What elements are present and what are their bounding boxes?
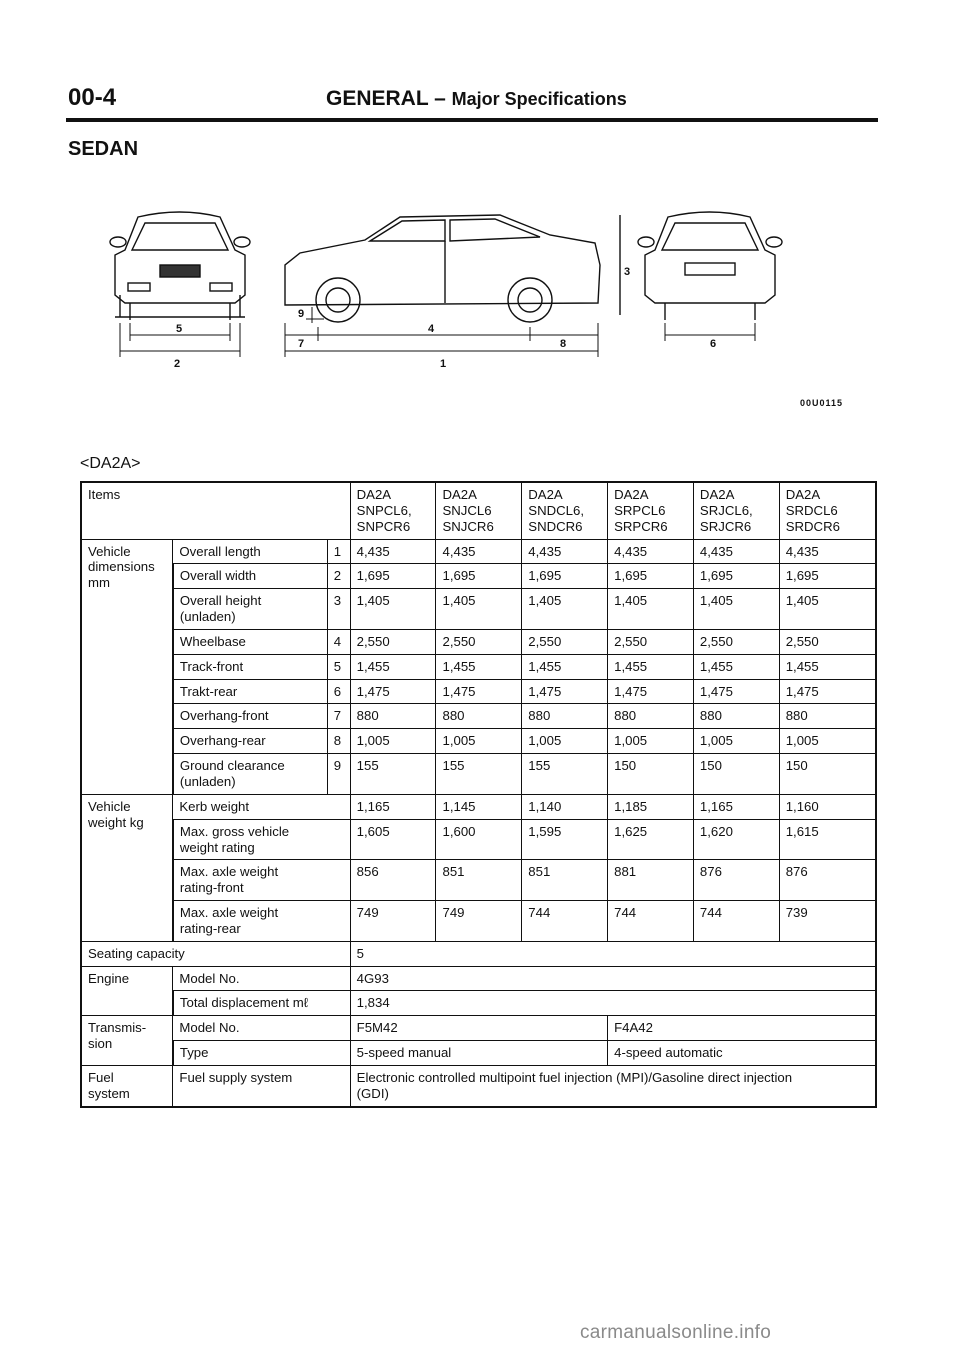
cell-value: 1,405 [522, 589, 608, 630]
cell-value: 1,005 [436, 729, 522, 754]
header-items: Items [81, 482, 350, 539]
cell-value: 851 [436, 860, 522, 901]
header-rule [66, 118, 878, 122]
cell-value: 1,475 [608, 679, 694, 704]
row-label: Overall width [173, 564, 327, 589]
side-view-drawing [285, 215, 620, 322]
dimension-label-8: 8 [560, 338, 567, 350]
cell-value: 1,165 [350, 794, 436, 819]
row-label: Model No. [173, 1016, 350, 1041]
cell-value: 744 [608, 901, 694, 942]
cell-value: 4,435 [608, 539, 694, 564]
cell-value: 1,405 [693, 589, 779, 630]
front-view-drawing [110, 212, 250, 320]
cell-value: 1,185 [608, 794, 694, 819]
row-label: Ground clearance (unladen) [173, 754, 327, 795]
group-transmission: Transmis- sion [81, 1016, 173, 1066]
cell-value: 2,550 [779, 629, 876, 654]
figure-code: 00U0115 [800, 398, 844, 408]
title-subtitle: Major Specifications [451, 89, 627, 109]
cell-value: 880 [522, 704, 608, 729]
cell-value: 4,435 [779, 539, 876, 564]
cell-value: 876 [779, 860, 876, 901]
cell-value: 1,620 [693, 819, 779, 860]
table-caption: <DA2A> [80, 455, 141, 472]
cell-value: 1,695 [693, 564, 779, 589]
row-label: Overall height (unladen) [173, 589, 327, 630]
cell-value: 1,615 [779, 819, 876, 860]
group-vehicle-dimensions: Vehicle dimensions mm [81, 539, 173, 794]
cell-value: 1,405 [436, 589, 522, 630]
cell-value: 744 [522, 901, 608, 942]
header-model-3: DA2A SNDCL6, SNDCR6 [522, 482, 608, 539]
row-label: Type [173, 1041, 350, 1066]
cell-value: 155 [350, 754, 436, 795]
cell-value: 4,435 [693, 539, 779, 564]
cell-value: 1,475 [693, 679, 779, 704]
cell-value: 1,455 [436, 654, 522, 679]
cell-value: 1,455 [350, 654, 436, 679]
row-number: 4 [327, 629, 350, 654]
title-main: GENERAL [326, 87, 429, 110]
row-number: 8 [327, 729, 350, 754]
dimension-label-7: 7 [298, 338, 305, 350]
row-label: Max. axle weight rating-front [173, 860, 350, 901]
cell-value: 150 [693, 754, 779, 795]
table-row [81, 729, 876, 754]
cell-value: 2,550 [436, 629, 522, 654]
dimension-label-1: 1 [440, 358, 447, 370]
table-row [81, 819, 876, 860]
cell-value: 1,695 [350, 564, 436, 589]
table-row [81, 991, 876, 1016]
dimension-label-3: 3 [624, 266, 631, 278]
table-row [81, 1041, 876, 1066]
cell-value: 880 [436, 704, 522, 729]
watermark: carmanualsonline.info [580, 1322, 772, 1343]
dimension-label-4: 4 [428, 323, 435, 335]
seating-capacity-label: Seating capacity [81, 941, 350, 966]
row-number: 3 [327, 589, 350, 630]
row-label: Overall length [173, 539, 327, 564]
cell-value: 1,405 [779, 589, 876, 630]
cell-value: 1,455 [693, 654, 779, 679]
cell-value: 1,405 [608, 589, 694, 630]
group-fuel-system: Fuel system [81, 1065, 173, 1106]
cell-value: 1,005 [608, 729, 694, 754]
group-vehicle-weight: Vehicle weight kg [81, 794, 173, 941]
cell-value: 155 [436, 754, 522, 795]
header-model-5: DA2A SRJCL6, SRJCR6 [693, 482, 779, 539]
cell-value: 1,160 [779, 794, 876, 819]
table-row [81, 1016, 876, 1041]
seating-capacity-value: 5 [350, 941, 876, 966]
cell-value: 1,595 [522, 819, 608, 860]
table-row [81, 754, 876, 795]
row-label: Track-front [173, 654, 327, 679]
cell-value: 739 [779, 901, 876, 942]
row-label: Model No. [173, 966, 350, 991]
header-model-6: DA2A SRDCL6 SRDCR6 [779, 482, 876, 539]
cell-value: 1,475 [350, 679, 436, 704]
cell-value: 880 [779, 704, 876, 729]
row-number: 5 [327, 654, 350, 679]
header-model-2: DA2A SNJCL6 SNJCR6 [436, 482, 522, 539]
cell-value: 880 [608, 704, 694, 729]
cell-value: 1,005 [779, 729, 876, 754]
transmission-auto-type: 4-speed automatic [608, 1041, 876, 1066]
table-row [81, 629, 876, 654]
table-row [81, 654, 876, 679]
cell-value: 1,475 [436, 679, 522, 704]
table-row [81, 941, 876, 966]
transmission-manual-model: F5M42 [350, 1016, 607, 1041]
side-dimension-lines [285, 307, 598, 357]
section-title: SEDAN [68, 138, 139, 160]
cell-value: 1,695 [436, 564, 522, 589]
engine-model-value: 4G93 [350, 966, 876, 991]
table-row [81, 966, 876, 991]
cell-value: 1,005 [350, 729, 436, 754]
row-label: Overhang-rear [173, 729, 327, 754]
cell-value: 856 [350, 860, 436, 901]
group-engine: Engine [81, 966, 173, 1016]
fuel-system-value: Electronic controlled multipoint fuel injection (MPI)/Gasoline direct injection (GDI) [350, 1065, 876, 1106]
cell-value: 1,605 [350, 819, 436, 860]
row-label: Wheelbase [173, 629, 327, 654]
row-number: 7 [327, 704, 350, 729]
cell-value: 744 [693, 901, 779, 942]
table-row [81, 564, 876, 589]
specifications-table [80, 481, 877, 1108]
row-label: Total displacement mℓ [173, 991, 350, 1016]
cell-value: 150 [608, 754, 694, 795]
header-model-4: DA2A SRPCL6 SRPCR6 [608, 482, 694, 539]
cell-value: 1,455 [779, 654, 876, 679]
cell-value: 4,435 [522, 539, 608, 564]
transmission-manual-type: 5-speed manual [350, 1041, 607, 1066]
cell-value: 851 [522, 860, 608, 901]
table-header-row [81, 482, 876, 539]
cell-value: 880 [350, 704, 436, 729]
cell-value: 1,165 [693, 794, 779, 819]
dimension-label-6: 6 [710, 338, 717, 350]
engine-displacement-value: 1,834 [350, 991, 876, 1016]
row-label: Kerb weight [173, 794, 350, 819]
cell-value: 1,405 [350, 589, 436, 630]
cell-value: 4,435 [436, 539, 522, 564]
row-label: Max. gross vehicle weight rating [173, 819, 350, 860]
cell-value: 1,455 [608, 654, 694, 679]
table-row [81, 539, 876, 564]
row-number: 1 [327, 539, 350, 564]
cell-value: 1,475 [779, 679, 876, 704]
table-row [81, 1065, 876, 1106]
cell-value: 155 [522, 754, 608, 795]
transmission-auto-model: F4A42 [608, 1016, 876, 1041]
cell-value: 2,550 [608, 629, 694, 654]
cell-value: 1,600 [436, 819, 522, 860]
cell-value: 150 [779, 754, 876, 795]
cell-value: 2,550 [350, 629, 436, 654]
cell-value: 876 [693, 860, 779, 901]
row-label: Fuel supply system [173, 1065, 350, 1106]
row-label: Overhang-front [173, 704, 327, 729]
cell-value: 2,550 [522, 629, 608, 654]
cell-value: 1,145 [436, 794, 522, 819]
title-separator: – [428, 87, 452, 110]
table-row [81, 794, 876, 819]
header-model-1: DA2A SNPCL6, SNPCR6 [350, 482, 436, 539]
cell-value: 1,005 [522, 729, 608, 754]
cell-value: 1,695 [608, 564, 694, 589]
row-number: 2 [327, 564, 350, 589]
cell-value: 4,435 [350, 539, 436, 564]
cell-value: 1,475 [522, 679, 608, 704]
page-title [326, 87, 627, 111]
table-row [81, 860, 876, 901]
table-row [81, 679, 876, 704]
vehicle-dimension-diagram [100, 195, 800, 385]
cell-value: 749 [350, 901, 436, 942]
cell-value: 749 [436, 901, 522, 942]
cell-value: 1,455 [522, 654, 608, 679]
cell-value: 1,695 [779, 564, 876, 589]
cell-value: 1,005 [693, 729, 779, 754]
dimension-label-9: 9 [298, 308, 305, 320]
row-number: 6 [327, 679, 350, 704]
cell-value: 1,140 [522, 794, 608, 819]
cell-value: 881 [608, 860, 694, 901]
cell-value: 880 [693, 704, 779, 729]
row-number: 9 [327, 754, 350, 795]
cell-value: 1,695 [522, 564, 608, 589]
page-number: 00-4 [68, 84, 117, 111]
rear-view-drawing [638, 212, 782, 320]
row-label: Trakt-rear [173, 679, 327, 704]
cell-value: 1,625 [608, 819, 694, 860]
row-label: Max. axle weight rating-rear [173, 901, 350, 942]
dimension-label-2: 2 [174, 358, 181, 370]
table-row [81, 704, 876, 729]
table-row [81, 901, 876, 942]
cell-value: 2,550 [693, 629, 779, 654]
table-row [81, 589, 876, 630]
dimension-label-5: 5 [176, 323, 183, 335]
